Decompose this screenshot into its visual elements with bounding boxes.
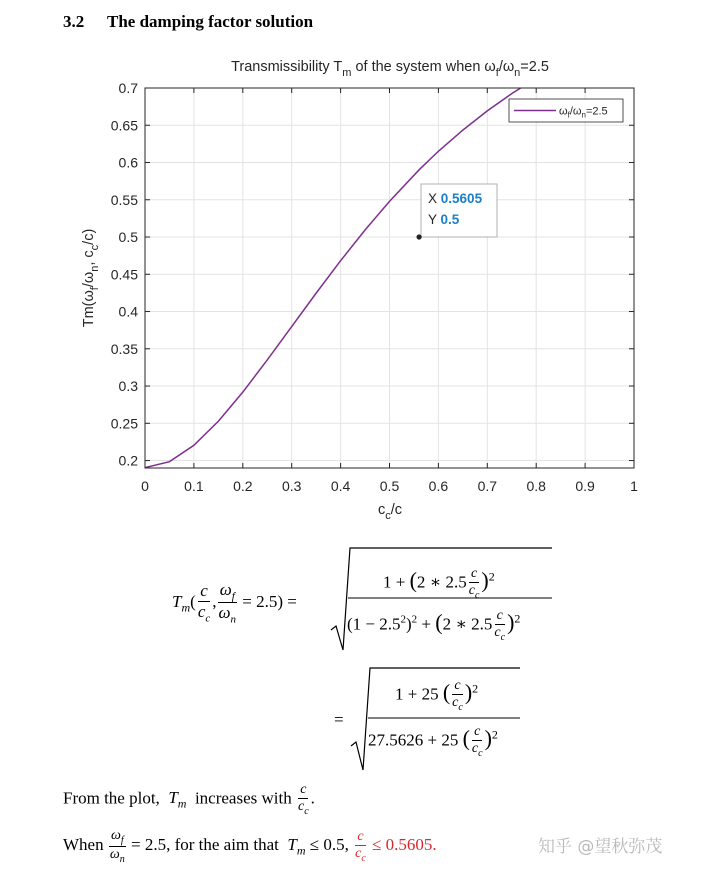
equation-2-equals: = xyxy=(334,710,344,729)
paragraph-when: When $\frac{\omega_f}{\omega_n}$ = 2.5, for the aim that $T_m \le 0.5$, $\frac{c}{c_c}$ ≤ 0.5605. xyxy=(63,828,437,865)
svg-text:Y 0.5 xyxy=(428,212,460,227)
x-tick-label: 0.1 xyxy=(184,478,204,494)
x-tick-label: 1 xyxy=(630,478,638,494)
svg-text:X 0.5605 xyxy=(428,191,483,206)
equation-lhs: $T_m$( $\frac{c}{c_c}$ , $\frac{\omega_f}{\omega_n}$ = 2.5) = xyxy=(172,580,297,626)
equation-2-denominator: 27.5626 + 25 ( $\frac{c}{c_c}$ )$^2$ xyxy=(368,724,498,759)
x-axis-label: $c_c/c$ xyxy=(377,502,403,522)
y-tick-label: 0.35 xyxy=(110,340,138,357)
y-tick-label: 0.6 xyxy=(118,154,138,171)
when-prefix: When xyxy=(63,835,104,855)
x-tick-label: 0.7 xyxy=(477,478,498,494)
y-tick-label: 0.25 xyxy=(110,415,138,432)
legend-label: $\omega_f/\omega_n=2.5$ xyxy=(559,105,608,120)
x-tick-label: 0.8 xyxy=(526,478,546,494)
y-tick-label: 0.5 xyxy=(118,229,138,246)
y-tick-label: 0.7 xyxy=(118,80,138,96)
x-tick-label: 0.2 xyxy=(233,478,253,494)
when-mid: = 2.5, for the aim that xyxy=(130,835,279,855)
paragraph-from-plot: From the plot, $T_m$ increases with $\frac{c}{c_c}$ . xyxy=(63,782,315,817)
datatip-x-value: 0.5605 xyxy=(440,191,483,206)
datatip-marker[interactable] xyxy=(416,234,421,239)
x-tick-label: 0.4 xyxy=(330,478,351,494)
y-tick-label: 0.3 xyxy=(118,378,138,395)
x-tick-label: 0.5 xyxy=(379,478,400,494)
chart-title: Transmissibility $T_m$ of the system when $\omega_f/\omega_n=2.5$ xyxy=(231,59,549,79)
section-number: 3.2 xyxy=(63,12,85,31)
x-tick-label: 0.3 xyxy=(281,478,302,494)
datatip[interactable] xyxy=(416,184,497,240)
section-heading xyxy=(63,12,313,32)
y-tick-label: 0.55 xyxy=(110,191,138,208)
x-tick-label: 0 xyxy=(141,478,149,494)
y-tick-label: 0.65 xyxy=(110,117,138,134)
equation-1-numerator: 1 + (2 ∗ 2.5 $\frac{c}{c_c}$ )$^2$ xyxy=(383,566,495,601)
when-result: ≤ 0.5605. xyxy=(372,835,437,855)
y-tick-labels xyxy=(111,80,138,469)
watermark: 知乎 @望秋弥茂 xyxy=(538,837,663,857)
y-axis-label: $Tm(\omega_f/\omega_n$, $c_c/c$) xyxy=(81,228,101,328)
y-tick-label: 0.4 xyxy=(118,303,138,320)
from-plot-prefix: From the plot, xyxy=(63,788,160,808)
y-tick-label: 0.45 xyxy=(110,266,138,283)
equation-2-numerator: 1 + 25 ( $\frac{c}{c_c}$ )$^2$ xyxy=(395,678,479,713)
x-tick-label: 0.6 xyxy=(428,478,449,494)
when-ineq: ≤ 0.5, xyxy=(309,835,349,855)
section-title: The damping factor solution xyxy=(107,12,314,31)
equation-1-denominator: $(1 - 2.5^2)^2 + (2$ ∗ 2.5 $\frac{c}{c_c}$ )$^2$ xyxy=(347,608,521,643)
from-plot-mid: increases with xyxy=(194,788,292,808)
x-tick-labels xyxy=(141,478,638,494)
datatip-y-value: 0.5 xyxy=(440,212,460,227)
x-tick-label: 0.9 xyxy=(575,478,595,494)
y-tick-label: 0.2 xyxy=(118,452,138,469)
legend xyxy=(509,99,623,122)
datatip-y-label: Y xyxy=(428,212,437,227)
datatip-x-label: X xyxy=(428,191,438,206)
transmissibility-chart xyxy=(0,48,703,528)
